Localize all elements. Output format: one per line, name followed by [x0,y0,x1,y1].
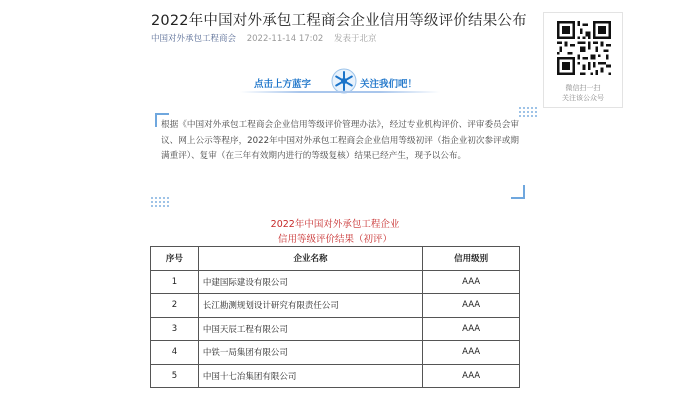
frame-corner-bottom-right [511,185,525,199]
row-company-name: 中铁一局集团有限公司 [198,341,422,365]
credit-rating-table [150,246,520,388]
table-row [151,294,520,318]
header-company-name: 企业名称 [198,247,422,271]
article-title: 2022年中国对外承包工程商会企业信用等级评价结果公布 [151,13,527,29]
row-company-name: 中国天辰工程有限公司 [198,317,422,341]
table-row [151,364,520,388]
publish-date: 2022-11-14 17:02 [246,34,324,44]
publish-location: 发表于北京 [334,34,377,44]
row-credit-grade: AAA [423,317,520,341]
row-seq: 4 [151,341,199,365]
row-company-name: 长江勘测规划设计研究有限责任公司 [198,294,422,318]
follow-banner [240,68,440,96]
row-seq: 3 [151,317,199,341]
table-row [151,317,520,341]
row-seq: 2 [151,294,199,318]
table-row [151,341,520,365]
table-row [151,270,520,294]
intro-box [155,113,525,199]
qr-code-icon [557,21,611,75]
row-credit-grade: AAA [423,270,520,294]
row-credit-grade: AAA [423,341,520,365]
row-credit-grade: AAA [423,364,520,388]
table-header-row [151,247,520,271]
row-seq: 5 [151,364,199,388]
row-company-name: 中建国际建设有限公司 [198,270,422,294]
row-seq: 1 [151,270,199,294]
table-title-line1: 2022年中国对外承包工程企业 [270,219,400,230]
banner-underline [240,91,440,93]
dot-pattern-bottom-left [151,197,169,207]
row-company-name: 中国十七冶集团有限公司 [198,364,422,388]
header-seq: 序号 [151,247,199,271]
row-credit-grade: AAA [423,294,520,318]
banner-right-text: 关注我们吧！ [360,79,418,90]
account-name-link[interactable]: 中国对外承包工程商会 [151,34,237,44]
dot-pattern-top-right [519,107,537,117]
header-credit-grade: 信用级别 [423,247,520,271]
qr-caption-scan: 微信扫一扫 [565,84,601,92]
qr-caption-follow: 关注该公众号 [562,94,604,102]
intro-paragraph: 根据《中国对外承包工程商会企业信用等级评价管理办法》，经过专业机构评价、评审委员会审议、网上公示等程序，2022年中国对外承包工程商会企业信用等级初评（指企业初次参评或期满重评）、复审（在三年有效期内进行的等级复核）结果已经产生，现予以公布。 [161,120,519,162]
table-title-line2: 信用等级评价结果（初评） [277,234,392,245]
banner-left-text: 点击上方蓝字 [254,79,312,90]
qr-card [543,12,623,108]
article-meta [151,32,377,44]
